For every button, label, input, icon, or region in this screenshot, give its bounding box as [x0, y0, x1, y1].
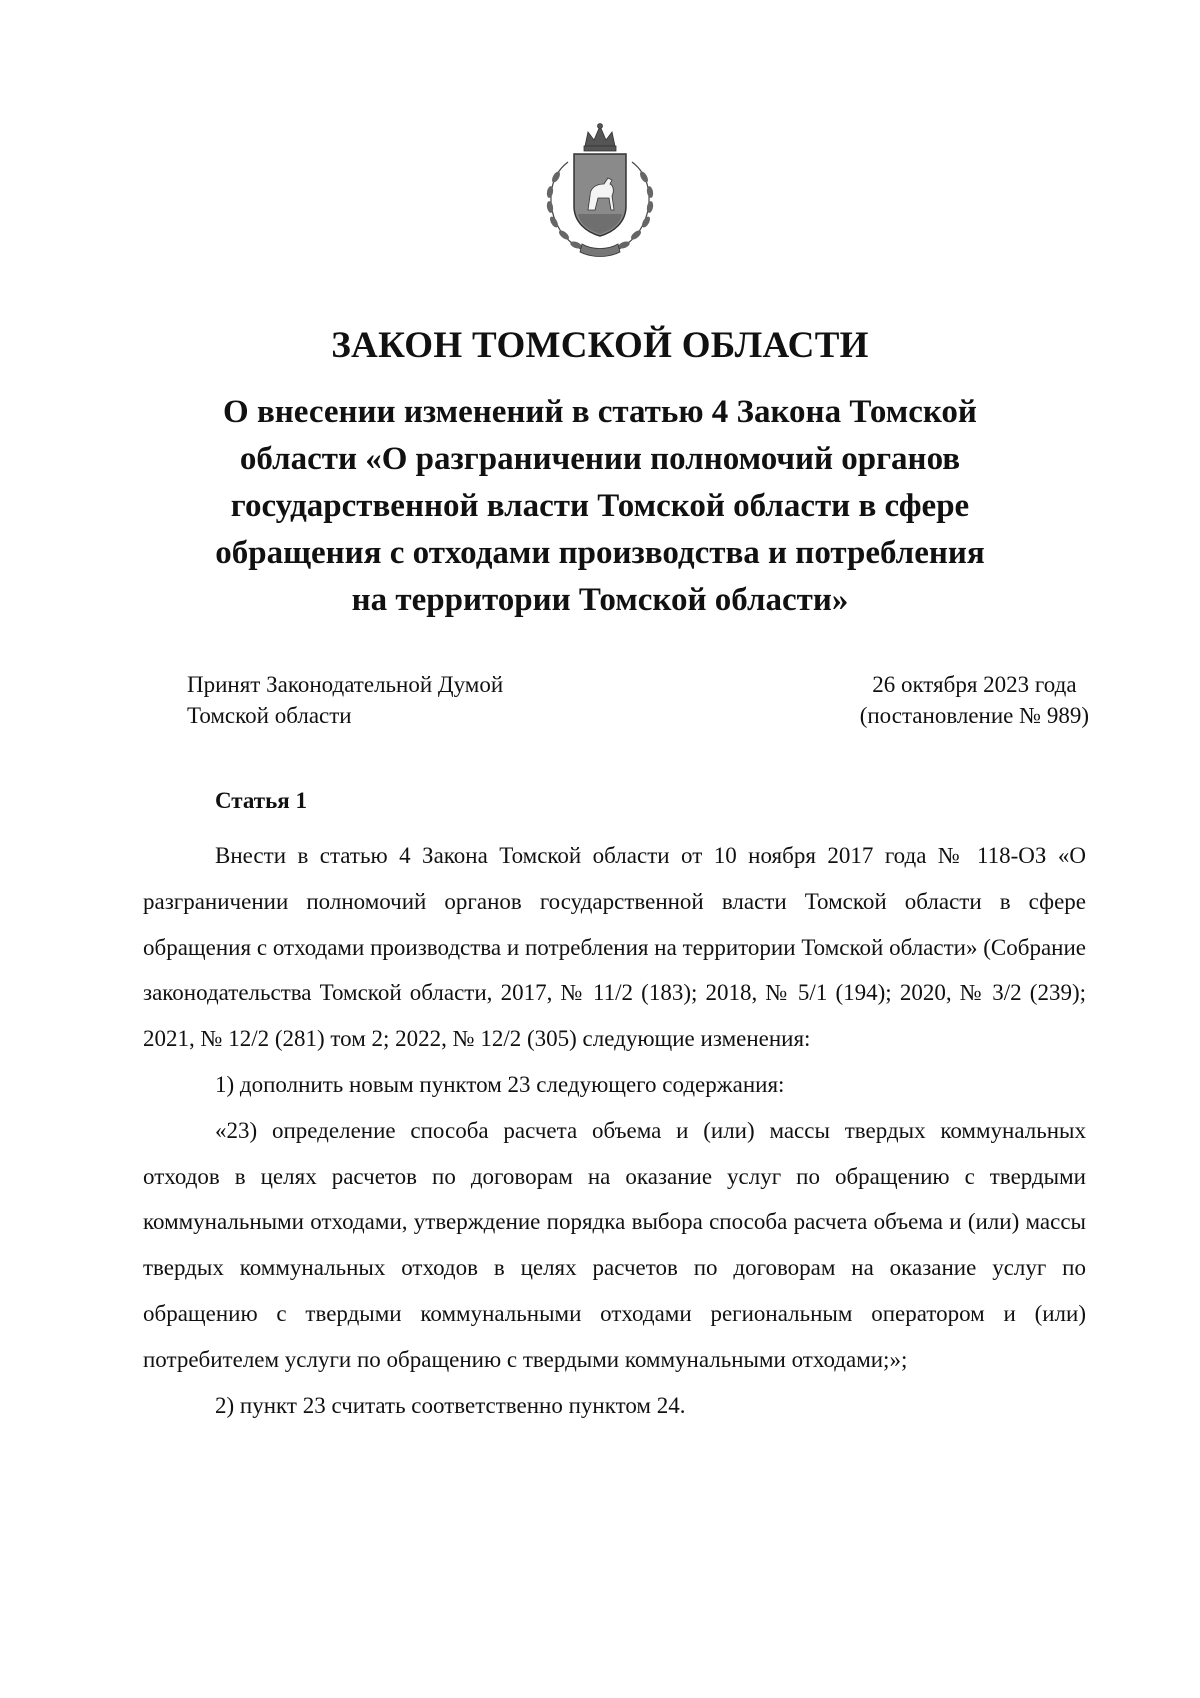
article-body	[143, 833, 1086, 1428]
subtitle-line: государственной власти Томской области в сфере	[230, 488, 970, 524]
document-title: ЗАКОН ТОМСКОЙ ОБЛАСТИ	[331, 325, 869, 366]
adoption-date: 26 октября 2023 года	[872, 672, 1077, 697]
article-heading: Статья 1	[215, 788, 307, 813]
subtitle-line: обращения с отходами производства и потребления	[215, 535, 985, 571]
adoption-date-block	[860, 669, 1089, 731]
adopted-by-duma	[187, 669, 503, 731]
resolution-number: (постановление № 989)	[859, 703, 1089, 728]
subtitle-line: О внесении изменений в статью 4 Закона Томской	[223, 394, 977, 430]
adopted-line: Томской области	[187, 703, 352, 728]
subtitle-line: на территории Томской области»	[351, 582, 849, 618]
subtitle-line: области «О разграничении полномочий органов	[239, 441, 961, 477]
adopted-line: Принят Законодательной Думой	[187, 672, 504, 697]
law-subtitle	[140, 389, 1060, 624]
article-paragraph: 1) дополнить новым пунктом 23 следующего содержания:	[215, 1071, 785, 1097]
article-paragraph: Внести в статью 4 Закона Томской области от 10 ноября 2017 года № 118-ОЗ «О разграничении полномочий органов государственной власти Томской области в сфере обращения с отходами производства и потребления на территории Томской области» (Собрание законодательства Томской области, 2017, № 11/2 (183); 2018, № 5/1 (194); 2020, № 3/2 (239); 2021, № 12/2 (281) том 2; 2022, № 12/2 (305) следующие изменения:	[143, 843, 1086, 1052]
article-paragraph: «23) определение способа расчета объема и (или) массы твердых коммунальных отходов в целях расчетов по договорам на оказание услуг по обращению с твердыми коммунальными отходами, утверждение порядка выбора способа расчета объема и (или) массы твердых коммунальных отходов в целях расчетов по договорам на оказание услуг по обращению с твердыми коммунальными отходами региональным оператором и (или) потребителем услуги по обращению с твердыми коммунальными отходами;»;	[143, 1117, 1086, 1372]
tomsk-coat-of-arms-icon	[538, 122, 662, 260]
article-paragraph: 2) пункт 23 считать соответственно пунктом 24.	[215, 1392, 686, 1418]
